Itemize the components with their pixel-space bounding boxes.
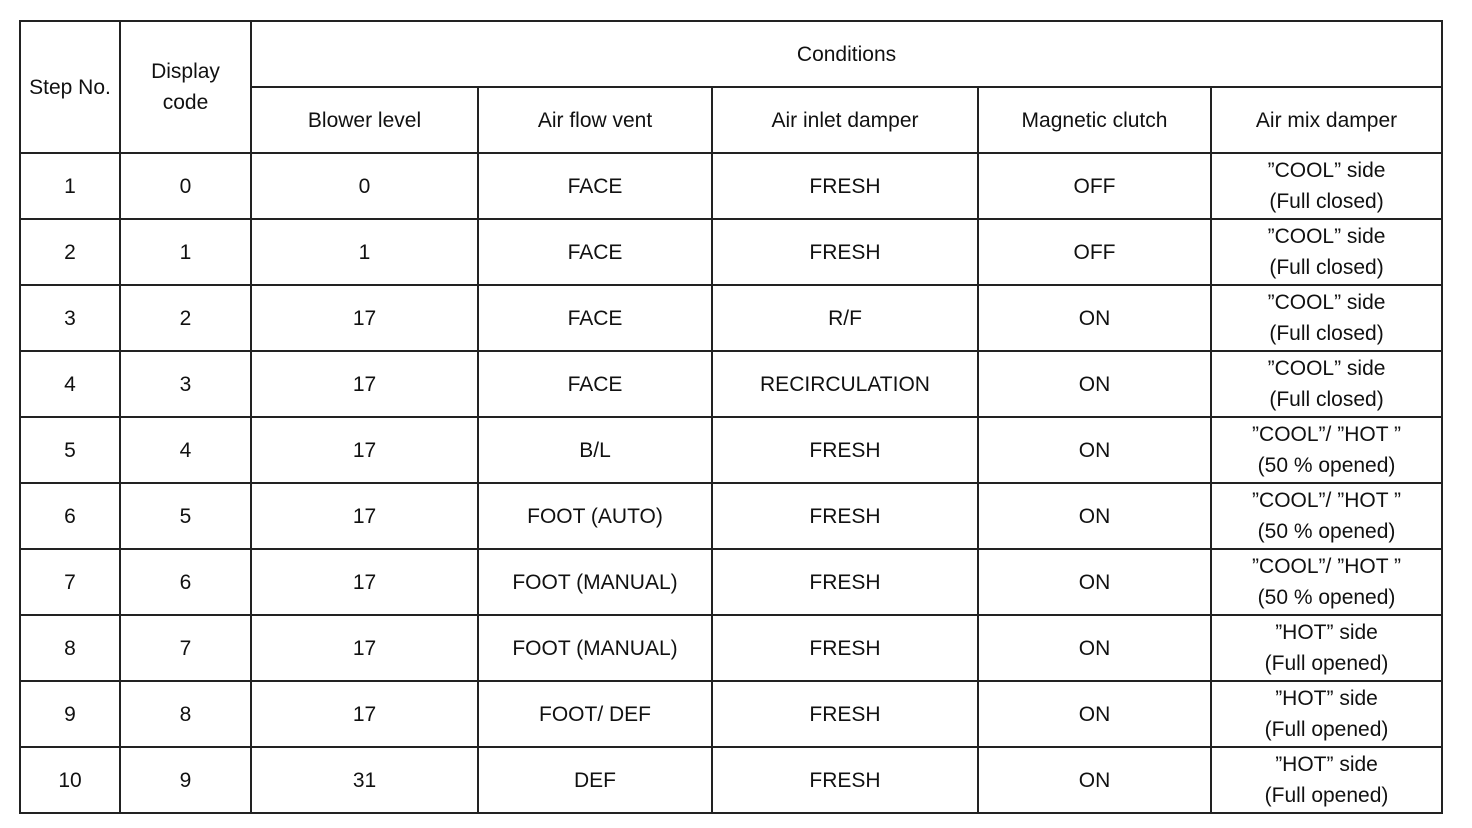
cell-blower-level: 17 <box>251 549 478 615</box>
cell-air-mix-damper <box>1211 285 1442 351</box>
air-mix-damper-line1: ”COOL” side <box>1267 357 1386 380</box>
cell-air-inlet-damper: FRESH <box>712 681 978 747</box>
cell-display-code: 4 <box>120 417 251 483</box>
air-mix-damper-line1: ”HOT” side <box>1275 753 1378 776</box>
header-step-no: Step No. <box>20 21 120 153</box>
cell-air-flow-vent: FACE <box>478 153 712 219</box>
cell-air-inlet-damper: FRESH <box>712 219 978 285</box>
cell-display-code: 5 <box>120 483 251 549</box>
cell-step-no: 7 <box>20 549 120 615</box>
cell-air-flow-vent: FACE <box>478 285 712 351</box>
air-mix-damper-line2: (50 % opened) <box>1257 454 1396 477</box>
air-mix-damper-line2: (50 % opened) <box>1257 586 1396 609</box>
air-mix-damper-line2: (Full opened) <box>1264 718 1389 741</box>
cell-blower-level: 17 <box>251 615 478 681</box>
air-mix-damper-line1: ”HOT” side <box>1275 687 1378 710</box>
cell-blower-level: 17 <box>251 483 478 549</box>
cell-air-inlet-damper: FRESH <box>712 483 978 549</box>
air-mix-damper-line1: ”COOL”/ ”HOT ” <box>1252 555 1401 578</box>
cell-display-code: 1 <box>120 219 251 285</box>
header-conditions: Conditions <box>251 21 1442 87</box>
cell-magnetic-clutch: ON <box>978 417 1211 483</box>
cell-air-inlet-damper: R/F <box>712 285 978 351</box>
table-row <box>20 417 1442 483</box>
cell-air-flow-vent: FOOT (MANUAL) <box>478 615 712 681</box>
cell-magnetic-clutch: ON <box>978 615 1211 681</box>
cell-air-flow-vent: FACE <box>478 219 712 285</box>
air-mix-damper-line2: (50 % opened) <box>1257 520 1396 543</box>
cell-step-no: 1 <box>20 153 120 219</box>
cell-display-code: 3 <box>120 351 251 417</box>
cell-air-inlet-damper: FRESH <box>712 549 978 615</box>
cell-air-mix-damper <box>1211 549 1442 615</box>
table-row <box>20 483 1442 549</box>
air-mix-damper-line2: (Full closed) <box>1269 388 1384 411</box>
header-display-code-line1: Display <box>151 60 220 83</box>
table-row <box>20 615 1442 681</box>
air-mix-damper-line1: ”COOL” side <box>1267 225 1386 248</box>
cell-magnetic-clutch: ON <box>978 747 1211 813</box>
header-blower-level: Blower level <box>251 87 478 153</box>
cell-air-flow-vent: FOOT (MANUAL) <box>478 549 712 615</box>
header-row-top <box>20 21 1442 87</box>
header-display-code <box>120 21 251 153</box>
cell-magnetic-clutch: ON <box>978 483 1211 549</box>
table-row <box>20 351 1442 417</box>
table-row <box>20 549 1442 615</box>
air-mix-damper-line2: (Full opened) <box>1264 652 1389 675</box>
air-mix-damper-line2: (Full opened) <box>1264 784 1389 807</box>
cell-step-no: 3 <box>20 285 120 351</box>
table-row <box>20 219 1442 285</box>
cell-air-inlet-damper: FRESH <box>712 747 978 813</box>
cell-air-inlet-damper: FRESH <box>712 417 978 483</box>
table-row <box>20 285 1442 351</box>
cell-blower-level: 17 <box>251 351 478 417</box>
conditions-table <box>19 20 1443 814</box>
cell-air-mix-damper <box>1211 483 1442 549</box>
header-air-mix-damper: Air mix damper <box>1211 87 1442 153</box>
cell-air-flow-vent: FACE <box>478 351 712 417</box>
air-mix-damper-line1: ”COOL”/ ”HOT ” <box>1252 423 1401 446</box>
table-row <box>20 681 1442 747</box>
air-mix-damper-line1: ”COOL” side <box>1267 159 1386 182</box>
header-air-inlet-damper: Air inlet damper <box>712 87 978 153</box>
air-mix-damper-line2: (Full closed) <box>1269 190 1384 213</box>
cell-air-flow-vent: DEF <box>478 747 712 813</box>
table-body <box>20 153 1442 813</box>
air-mix-damper-line1: ”COOL”/ ”HOT ” <box>1252 489 1401 512</box>
cell-air-flow-vent: FOOT/ DEF <box>478 681 712 747</box>
cell-blower-level: 31 <box>251 747 478 813</box>
cell-step-no: 9 <box>20 681 120 747</box>
cell-step-no: 10 <box>20 747 120 813</box>
header-air-flow-vent: Air flow vent <box>478 87 712 153</box>
cell-step-no: 8 <box>20 615 120 681</box>
cell-magnetic-clutch: ON <box>978 285 1211 351</box>
cell-display-code: 2 <box>120 285 251 351</box>
cell-magnetic-clutch: ON <box>978 681 1211 747</box>
cell-display-code: 8 <box>120 681 251 747</box>
cell-step-no: 2 <box>20 219 120 285</box>
cell-display-code: 6 <box>120 549 251 615</box>
header-magnetic-clutch: Magnetic clutch <box>978 87 1211 153</box>
table-row <box>20 153 1442 219</box>
table-row <box>20 747 1442 813</box>
cell-blower-level: 17 <box>251 681 478 747</box>
air-mix-damper-line2: (Full closed) <box>1269 256 1384 279</box>
cell-air-flow-vent: FOOT (AUTO) <box>478 483 712 549</box>
cell-air-mix-damper <box>1211 615 1442 681</box>
air-mix-damper-line1: ”HOT” side <box>1275 621 1378 644</box>
cell-magnetic-clutch: ON <box>978 549 1211 615</box>
cell-blower-level: 17 <box>251 285 478 351</box>
cell-display-code: 0 <box>120 153 251 219</box>
cell-magnetic-clutch: OFF <box>978 219 1211 285</box>
cell-step-no: 4 <box>20 351 120 417</box>
cell-blower-level: 1 <box>251 219 478 285</box>
cell-air-inlet-damper: RECIRCULATION <box>712 351 978 417</box>
cell-step-no: 5 <box>20 417 120 483</box>
cell-air-inlet-damper: FRESH <box>712 615 978 681</box>
cell-display-code: 7 <box>120 615 251 681</box>
cell-air-inlet-damper: FRESH <box>712 153 978 219</box>
cell-magnetic-clutch: ON <box>978 351 1211 417</box>
header-display-code-line2: code <box>162 91 209 114</box>
cell-display-code: 9 <box>120 747 251 813</box>
air-mix-damper-line1: ”COOL” side <box>1267 291 1386 314</box>
cell-air-mix-damper <box>1211 417 1442 483</box>
cell-step-no: 6 <box>20 483 120 549</box>
cell-air-flow-vent: B/L <box>478 417 712 483</box>
air-mix-damper-line2: (Full closed) <box>1269 322 1384 345</box>
cell-air-mix-damper <box>1211 681 1442 747</box>
cell-air-mix-damper <box>1211 351 1442 417</box>
cell-air-mix-damper <box>1211 153 1442 219</box>
cell-blower-level: 17 <box>251 417 478 483</box>
cell-air-mix-damper <box>1211 219 1442 285</box>
cell-air-mix-damper <box>1211 747 1442 813</box>
cell-magnetic-clutch: OFF <box>978 153 1211 219</box>
cell-blower-level: 0 <box>251 153 478 219</box>
